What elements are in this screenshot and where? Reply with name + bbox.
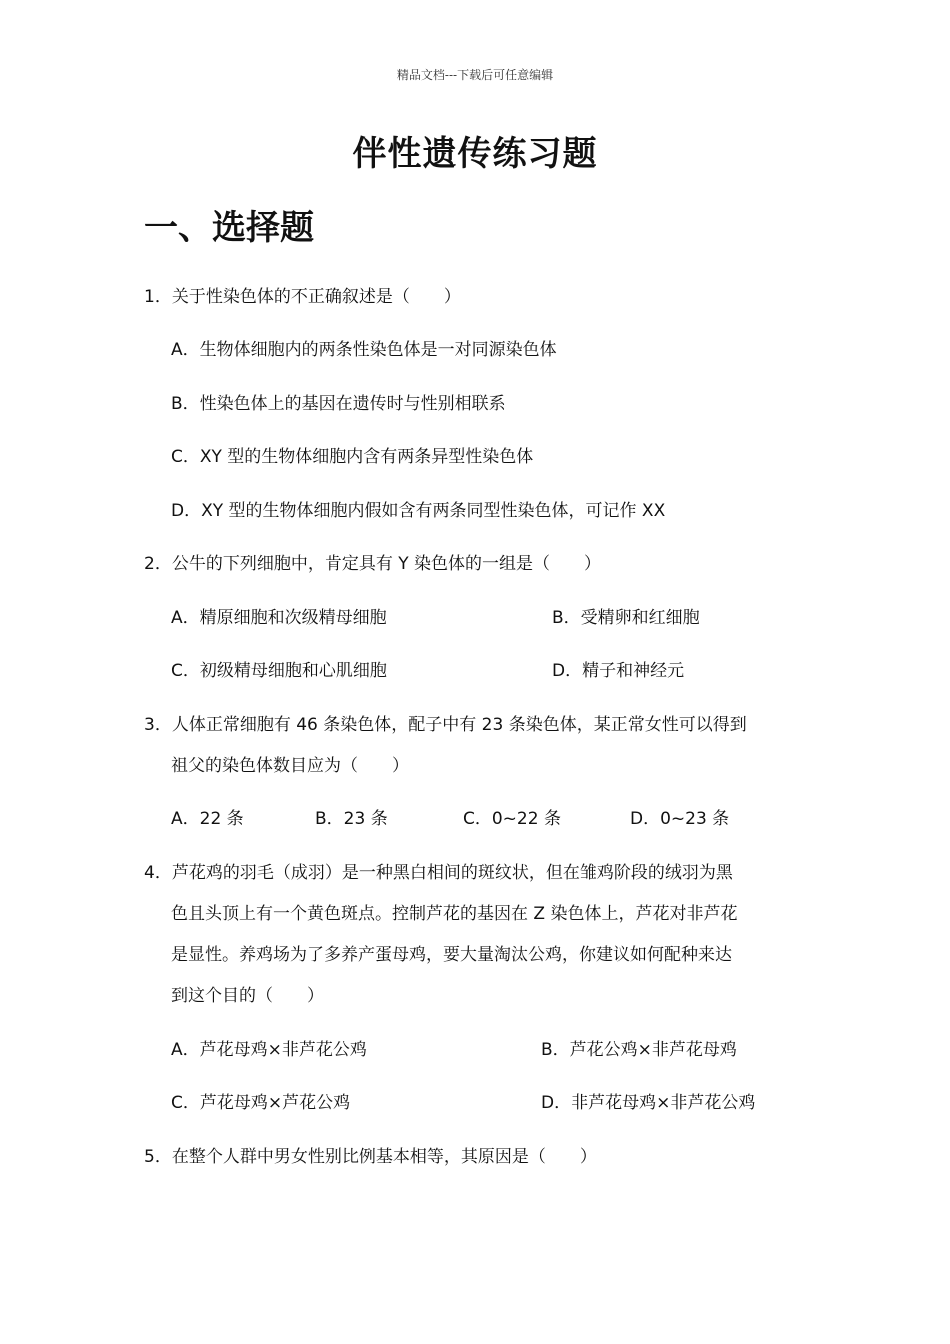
question-3-stem-line-2: 祖父的染色体数目应为（ ） (171, 756, 409, 776)
section-heading: 一、选择题 (144, 208, 314, 248)
document-title: 伴性遗传练习题 (352, 134, 598, 174)
question-3-option-d: D．0~23 条 (630, 809, 730, 829)
question-4-stem-line-4: 到这个目的（ ） (171, 986, 324, 1006)
question-4-option-c: C．芦花母鸡×芦花公鸡 (171, 1093, 351, 1113)
question-4-option-a: A．芦花母鸡×非芦花公鸡 (171, 1040, 367, 1060)
question-3-option-a: A．22 条 (171, 809, 244, 829)
question-2-option-d: D．精子和神经元 (552, 661, 685, 681)
question-3-option-c: C．0~22 条 (463, 809, 561, 829)
question-4-option-d: D．非芦花母鸡×非芦花公鸡 (541, 1093, 756, 1113)
question-4-stem-line-3: 是显性。养鸡场为了多养产蛋母鸡，要大量淘汰公鸡，你建议如何配种来达 (171, 945, 732, 965)
question-1-option-d: D．XY 型的生物体细胞内假如含有两条同型性染色体，可记作 XX (171, 501, 666, 521)
question-2-stem: 2．公牛的下列细胞中，肯定具有 Y 染色体的一组是（ ） (144, 554, 602, 574)
question-4-stem-line-1: 4．芦花鸡的羽毛（成羽）是一种黑白相间的斑纹状，但在雏鸡阶段的绒羽为黑 (144, 863, 733, 883)
question-1-option-c: C．XY 型的生物体细胞内含有两条异型性染色体 (171, 447, 534, 467)
question-3-option-b: B．23 条 (315, 809, 388, 829)
question-2-option-b: B．受精卵和红细胞 (552, 608, 700, 628)
question-5-stem: 5．在整个人群中男女性别比例基本相等，其原因是（ ） (144, 1147, 597, 1167)
question-4-stem-line-2: 色且头顶上有一个黄色斑点。控制芦花的基因在 Z 染色体上，芦花对非芦花 (171, 904, 738, 924)
question-3-stem-line-1: 3．人体正常细胞有 46 条染色体，配子中有 23 条染色体，某正常女性可以得到 (144, 715, 747, 735)
question-1-option-a: A．生物体细胞内的两条性染色体是一对同源染色体 (171, 340, 557, 360)
question-2-option-c: C．初级精母细胞和心肌细胞 (171, 661, 387, 681)
question-2-option-a: A．精原细胞和次级精母细胞 (171, 608, 387, 628)
question-1-stem: 1．关于性染色体的不正确叙述是（ ） (144, 287, 461, 307)
page-header: 精品文档---下载后可任意编辑 (396, 68, 554, 82)
question-1-option-b: B．性染色体上的基因在遗传时与性别相联系 (171, 394, 506, 414)
question-4-option-b: B．芦花公鸡×非芦花母鸡 (541, 1040, 737, 1060)
